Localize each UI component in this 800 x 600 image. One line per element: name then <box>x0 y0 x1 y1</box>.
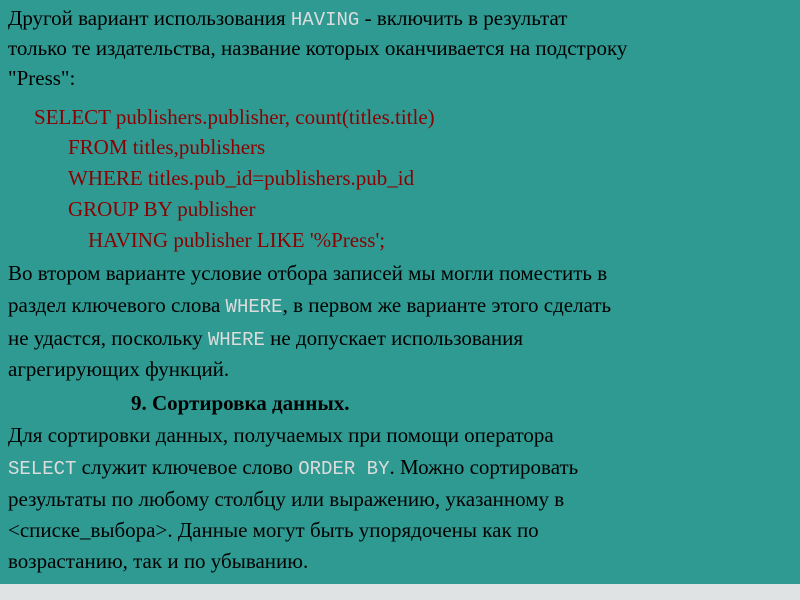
bottom-bar <box>0 584 800 600</box>
sql-line-having: HAVING publisher LIKE '%Press'; <box>88 228 386 252</box>
keyword-having: HAVING <box>290 9 360 31</box>
section-heading: 9. Сортировка данных. <box>131 391 350 415</box>
text-line: возрастанию, так и по убыванию. <box>8 549 309 573</box>
sql-line-group-by: GROUP BY publisher <box>68 197 256 221</box>
text-segment: не допускает использования <box>264 326 524 350</box>
text-line <box>8 323 523 355</box>
text-line <box>8 3 567 35</box>
keyword-where: WHERE <box>207 329 265 351</box>
text-segment: , в первом же варианте этого сделать <box>282 293 612 317</box>
text-line <box>8 452 578 484</box>
sql-line-from: FROM titles,publishers <box>68 135 266 159</box>
text-line: только те издательства, название которых оканчивается на подстроку <box>8 36 628 60</box>
text-line: Для сортировки данных, получаемых при помощи оператора <box>8 423 554 447</box>
text-line <box>8 290 611 322</box>
text-segment: служит ключевое слово <box>76 455 299 479</box>
text-segment: раздел ключевого слова <box>8 293 226 317</box>
text-segment: . Можно сортировать <box>389 455 579 479</box>
text-segment: - включить в результат <box>359 6 568 30</box>
keyword-select: SELECT <box>8 458 77 480</box>
text-segment: Другой вариант использования <box>8 6 291 30</box>
text-line: <списке_выбора>. Данные могут быть упорядочены как по <box>8 518 539 542</box>
sql-line-select: SELECT publishers.publisher, count(titles.title) <box>34 105 435 129</box>
text-line: агрегирующих функций. <box>8 357 230 381</box>
keyword-order-by: ORDER BY <box>298 458 390 480</box>
text-line: "Press": <box>8 66 76 90</box>
text-line: результаты по любому столбцу или выражению, указанному в <box>8 487 565 511</box>
text-segment: не удастся, поскольку <box>8 326 208 350</box>
sql-line-where: WHERE titles.pub_id=publishers.pub_id <box>68 166 415 190</box>
text-line: Во втором варианте условие отбора записей мы могли поместить в <box>8 261 608 285</box>
keyword-where: WHERE <box>225 296 283 318</box>
